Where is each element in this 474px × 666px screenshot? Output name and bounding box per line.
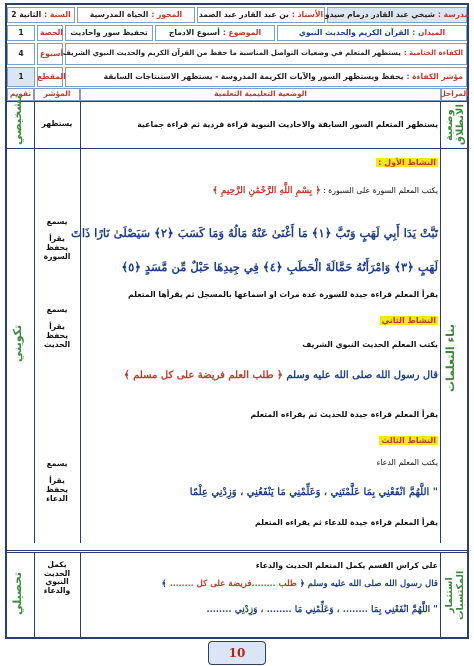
a2-ind-1: يسمع [46,305,68,314]
school-label: مدرسة : [437,9,470,19]
inv-line-3: " اللَّهُمَّ انْفَعْنِي بِمَا ........ ، وَعَلِّمْنِي مَا ........ ، وَزِدْنِي ........ [206,605,438,615]
teacher-cell [197,7,325,23]
teacher-value: بن عبد القادر عبد الصمد [198,9,289,19]
field-label: الميدان : [412,27,446,37]
activity2-title-text: النشاط الثاني [381,316,436,325]
indicator-value: يحفظ ويستظهر السور والآيات الكريمة المدروسة - يستظهر الاستنتاجات السابقة [103,71,404,81]
activity3-title [379,436,438,445]
launch-content [81,101,442,148]
indicator-label: مؤشر الكفاءة : [406,71,463,81]
week-label-cell [37,43,63,65]
a2-ind-3: يحفظ [46,331,68,341]
basmala-text: ﴿ بِسْمِ اللَّهِ الرَّحْمَٰنِ الرَّحِيمِ ﴾ [212,186,321,196]
a1-ind-3: يحفظ [46,243,68,253]
header-row-3 [7,43,467,65]
axis-label: المحور : [151,9,183,19]
segment-value: 1 [18,71,24,81]
inv-line-1: على كراس القسم يكمل المتعلم الحديث والدعاء [255,561,438,570]
activity2-intro: يكتب المعلم الحديث النبوي الشريف [302,340,438,349]
hadith-line [124,370,438,381]
session-label-cell [37,25,63,41]
lesson-sheet [5,3,469,639]
lesson-table [7,88,467,543]
axis-value: الحياة المدرسية [89,9,149,19]
hadith-text: ﴿ طلب العلم فريضة على كل مسلم ﴾ [123,370,283,381]
topic-label: الموضوع : [222,27,262,37]
row-sep-3 [7,550,467,551]
a3-ind-4: الدعاء [46,493,68,503]
investment-content [81,553,442,638]
teacher-label: الأستاذ : [291,9,324,19]
inv-ind-4: والدعاء [43,586,71,596]
activity2-note: يقرأ المعلم قراءة جيدة للحديث ثم يقراءه المتعلم [250,410,438,419]
header-row-4 [7,67,467,87]
inv-line-2-prefix: قال رسول الله صلى الله عليه وسلم ﴿ [299,579,438,589]
segment-label: المقطع [37,71,66,81]
inv-ind-1: يكمل [47,560,67,569]
inv-ind-3: النبوي [45,577,69,587]
a2-ind-4: الحديث [43,339,71,349]
stage-build: بناء التعلمات [444,324,457,392]
activity1-intro [213,186,439,196]
school-value: شيخي عبد القادر درمام سيدو [324,9,435,19]
activity1-title-text: النشاط الأول : [378,158,436,167]
subtitle-cell [65,25,153,41]
activity3-title-text: النشاط الثالث [381,436,436,445]
eval-diagnostic: تشخيصي [11,95,24,145]
activity1-title [376,158,438,167]
activity3-note: يقرأ المعلم قراءة جيدة للدعاء ثم يقراءه المتعلم [255,518,438,527]
final-competency-label: الكفاءة الختامية : [403,49,463,58]
week-label: أسبوع [39,48,64,58]
a2-ind-2: يقرأ [49,322,65,332]
head-situations-text: الوضعية التعليمية التعلمية [214,89,307,99]
activity1-indicators [36,218,78,262]
session-value-cell [7,25,35,41]
investment-section [7,552,467,638]
head-stages [441,88,467,101]
a1-ind-4: السورة [43,251,71,261]
col-line-3 [34,101,35,543]
a1-ind-1: يسمع [46,217,68,226]
eval-formative: تكويني [11,324,24,362]
stage-launch: وضعية الانطلاق [444,104,466,145]
final-competency-value: يستظهر المتعلم في وضعيات التواصل المناسبة ما حفظ من القرآن الكريم والحديث النبوي الشريف [62,49,401,58]
eval-summative: تحصيلي [11,571,24,615]
session-value: 1 [18,27,24,37]
page-number: 10 [208,641,266,665]
build-content [71,148,442,548]
a3-ind-3: يحفظ [46,485,68,495]
head-indicator [34,88,80,101]
a3-ind-2: يقرأ [49,476,65,486]
activity1-note: يقرأ المعلم قراءة جيدة للسورة عدة مرات او اسماعها بالمسجل ثم يقرأها المتعلم [127,290,438,299]
dua-line: " اللَّهُمَّ انْفَعْنِي بِمَا عَلَّمْتَنِي ، وَعَلِّمْنِي مَا يَنْفَعُنِي ، وَزِدْنِي عِلْمًا [189,487,438,498]
hadith-prefix: قال رسول الله صلى الله عليه وسلم [286,370,438,381]
final-competency-cell [62,43,467,65]
segment-label-cell [37,67,66,87]
table-head [7,88,467,101]
activity2-indicators [36,306,78,350]
school-cell [324,7,470,23]
stage-invest: استثمار المكتسبات [444,570,466,620]
verse-line-2: لَهَبٍ ﴿٣﴾ وَامْرَأَتُهُ حَمَّالَةَ الْحَطَبِ ﴿٤﴾ فِي جِيدِهَا حَبْلٌ مِّن مَّسَدٍ ﴿٥﴾ [121,260,438,274]
inv-line-2-suffix: ﴾ [161,579,167,589]
head-evaluation-text: تقويم [9,89,32,99]
indicator-cell [65,67,467,87]
year-label: السنة : [44,9,71,19]
week-value-cell [7,43,35,65]
launch-indicator: يستظهر [41,119,73,128]
inv-line-2-fill: طلب ........فريضة على كل ........ [169,579,297,589]
field-cell [277,25,467,41]
inv-line-2 [162,579,438,589]
topic-cell [155,25,275,41]
activity1-intro-text: يكتب المعلم السورة على السبورة : [323,186,438,195]
header-row-2 [7,25,467,41]
topic-value: أسبوع الادماج [168,27,220,37]
investment-indicators [36,561,78,596]
head-situations [80,88,441,101]
activity3-intro: يكتب المعلم الدعاء [376,458,438,467]
header-row-1 [7,7,470,23]
session-label: الحصة [39,27,63,37]
week-value: 4 [18,48,24,58]
activity2-title [380,316,438,325]
axis-cell [77,7,195,23]
head-indicator-text: المؤشر [43,89,71,99]
a1-ind-2: يقرأ [49,234,65,244]
year-value: الثانية 2 [11,9,42,19]
a3-ind-1: يسمع [46,459,68,468]
inv-ind-2: الحديث [43,568,71,578]
verse-line-1: تَبَّتْ يَدَا أَبِي لَهَبٍ وَتَبَّ ﴿١﴾ مَا أَغْنَىٰ عَنْهُ مَالُهُ وَمَا كَسَبَ ﴿٢﴾ سَيَصْلَىٰ نَارًا ذَاتَ [71,226,438,240]
segment-value-cell [7,67,35,87]
subtitle-value: تحفيظ سور واحاديث [70,27,148,37]
year-cell [7,7,75,23]
inv-col-line-3 [34,553,35,638]
field-value: القرآن الكريم والحديث النبوي [298,27,410,37]
launch-text: يستظهر المتعلم السور السابقة والاحاديث النبوية قراءة فردية ثم قراءة جماعية [137,120,438,129]
head-stages-text: المراحل [439,89,469,99]
activity3-indicators [36,460,78,504]
